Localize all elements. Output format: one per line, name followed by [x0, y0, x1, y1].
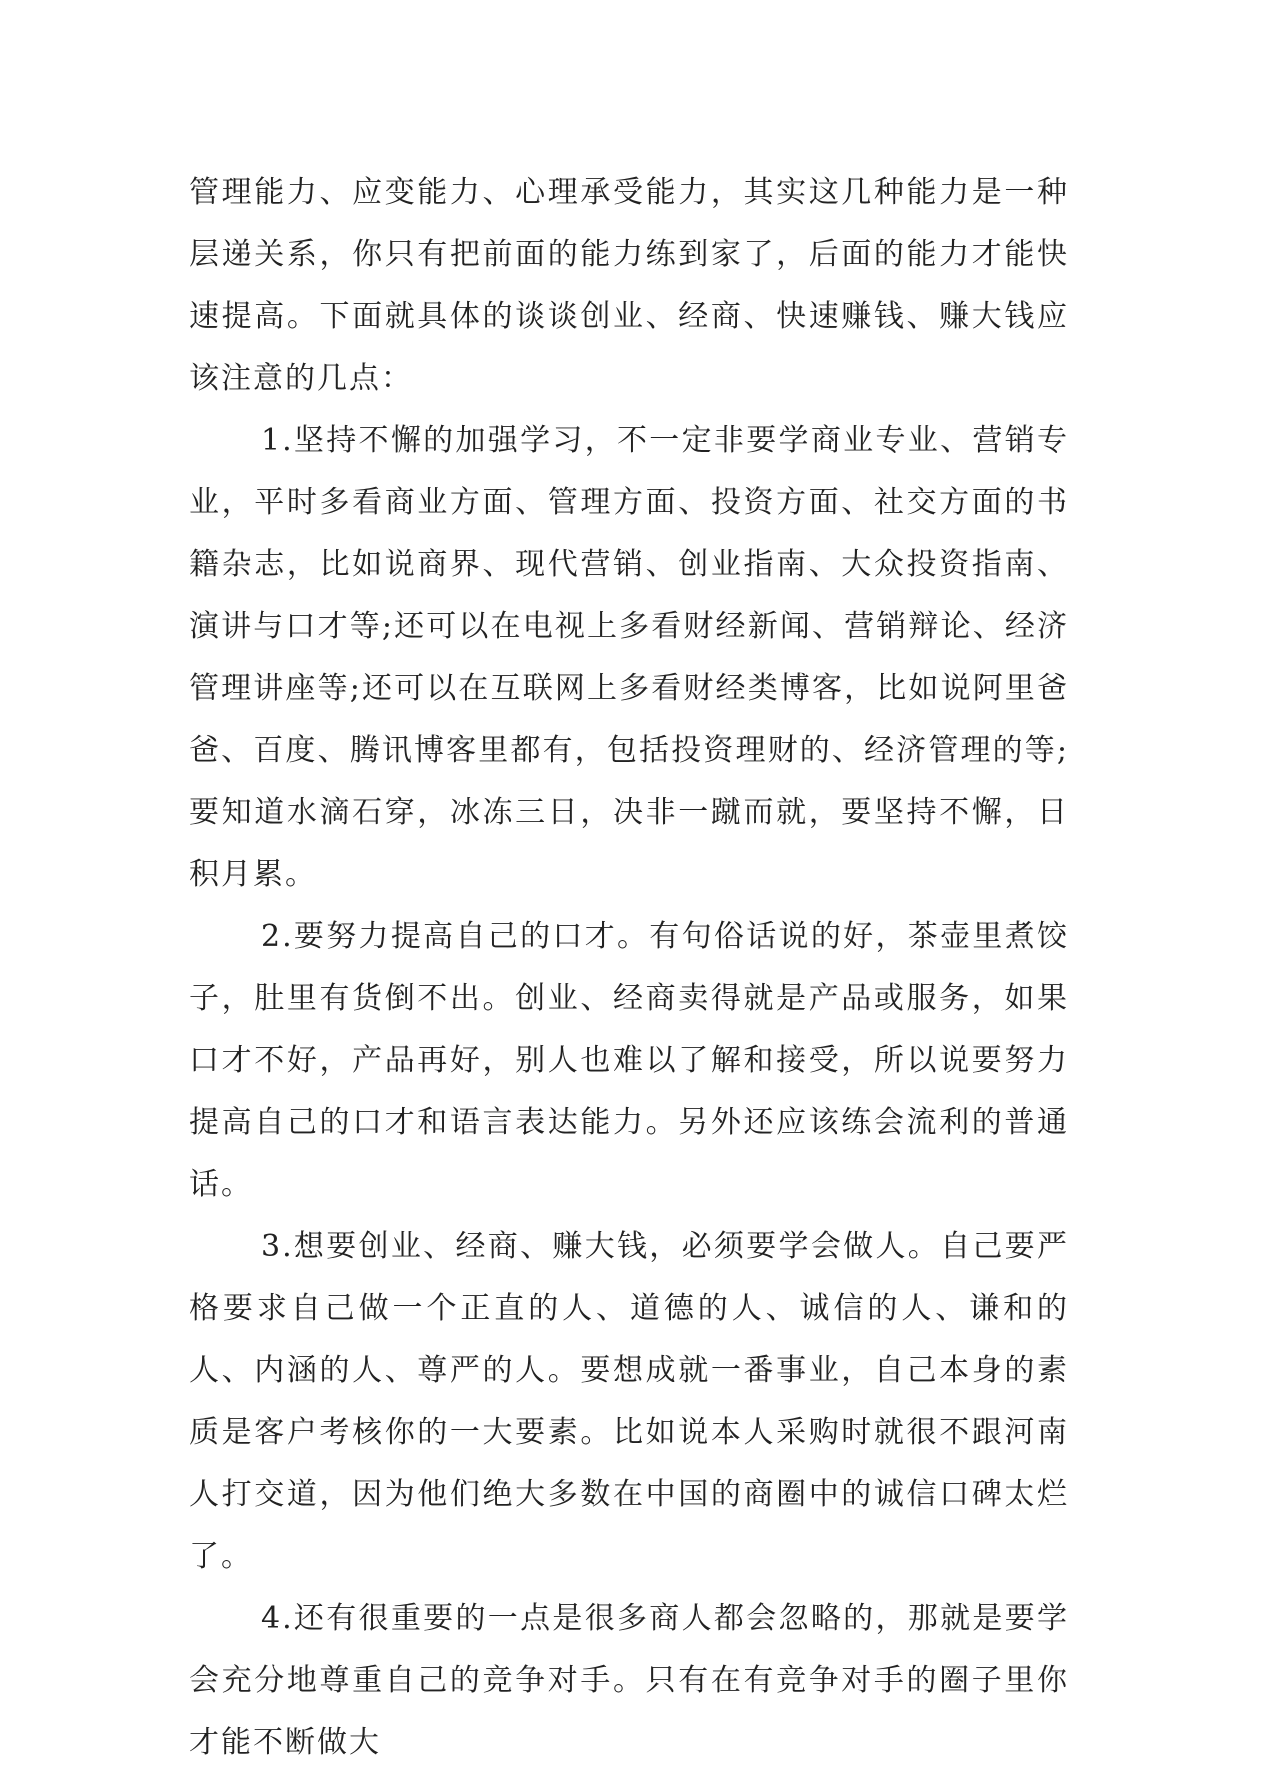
paragraph-point-2: 2.要努力提高自己的口才。有句俗话说的好，茶壶里煮饺子，肚里有货倒不出。创业、经商卖得就是产品或服务，如果口才不好，产品再好，别人也难以了解和接受，所以说要努力提高自己的口才和语言表达能力。另外还应该练会流利的普通话。 — [189, 919, 1069, 1202]
document-body — [189, 162, 1069, 1774]
paragraph-intro: 管理能力、应变能力、心理承受能力，其实这几种能力是一种层递关系，你只有把前面的能力练到家了，后面的能力才能快速提高。下面就具体的谈谈创业、经商、快速赚钱、赚大钱应该注意的几点： — [189, 175, 1069, 396]
paragraph-point-1: 1.坚持不懈的加强学习，不一定非要学商业专业、营销专业，平时多看商业方面、管理方面、投资方面、社交方面的书籍杂志，比如说商界、现代营销、创业指南、大众投资指南、演讲与口才等;还可以在电视上多看财经新闻、营销辩论、经济管理讲座等;还可以在互联网上多看财经类博客，比如说阿里爸爸、百度、腾讯博客里都有，包括投资理财的、经济管理的等;要知道水滴石穿，冰冻三日，决非一蹴而就，要坚持不懈，日积月累。 — [189, 423, 1069, 892]
paragraph-point-4: 4.还有很重要的一点是很多商人都会忽略的，那就是要学会充分地尊重自己的竞争对手。只有在有竞争对手的圈子里你才能不断做大 — [189, 1601, 1069, 1760]
paragraph-point-3: 3.想要创业、经商、赚大钱，必须要学会做人。自己要严格要求自己做一个正直的人、道德的人、诚信的人、谦和的人、内涵的人、尊严的人。要想成就一番事业，自己本身的素质是客户考核你的一大要素。比如说本人采购时就很不跟河南人打交道，因为他们绝大多数在中国的商圈中的诚信口碑太烂了。 — [189, 1229, 1069, 1574]
